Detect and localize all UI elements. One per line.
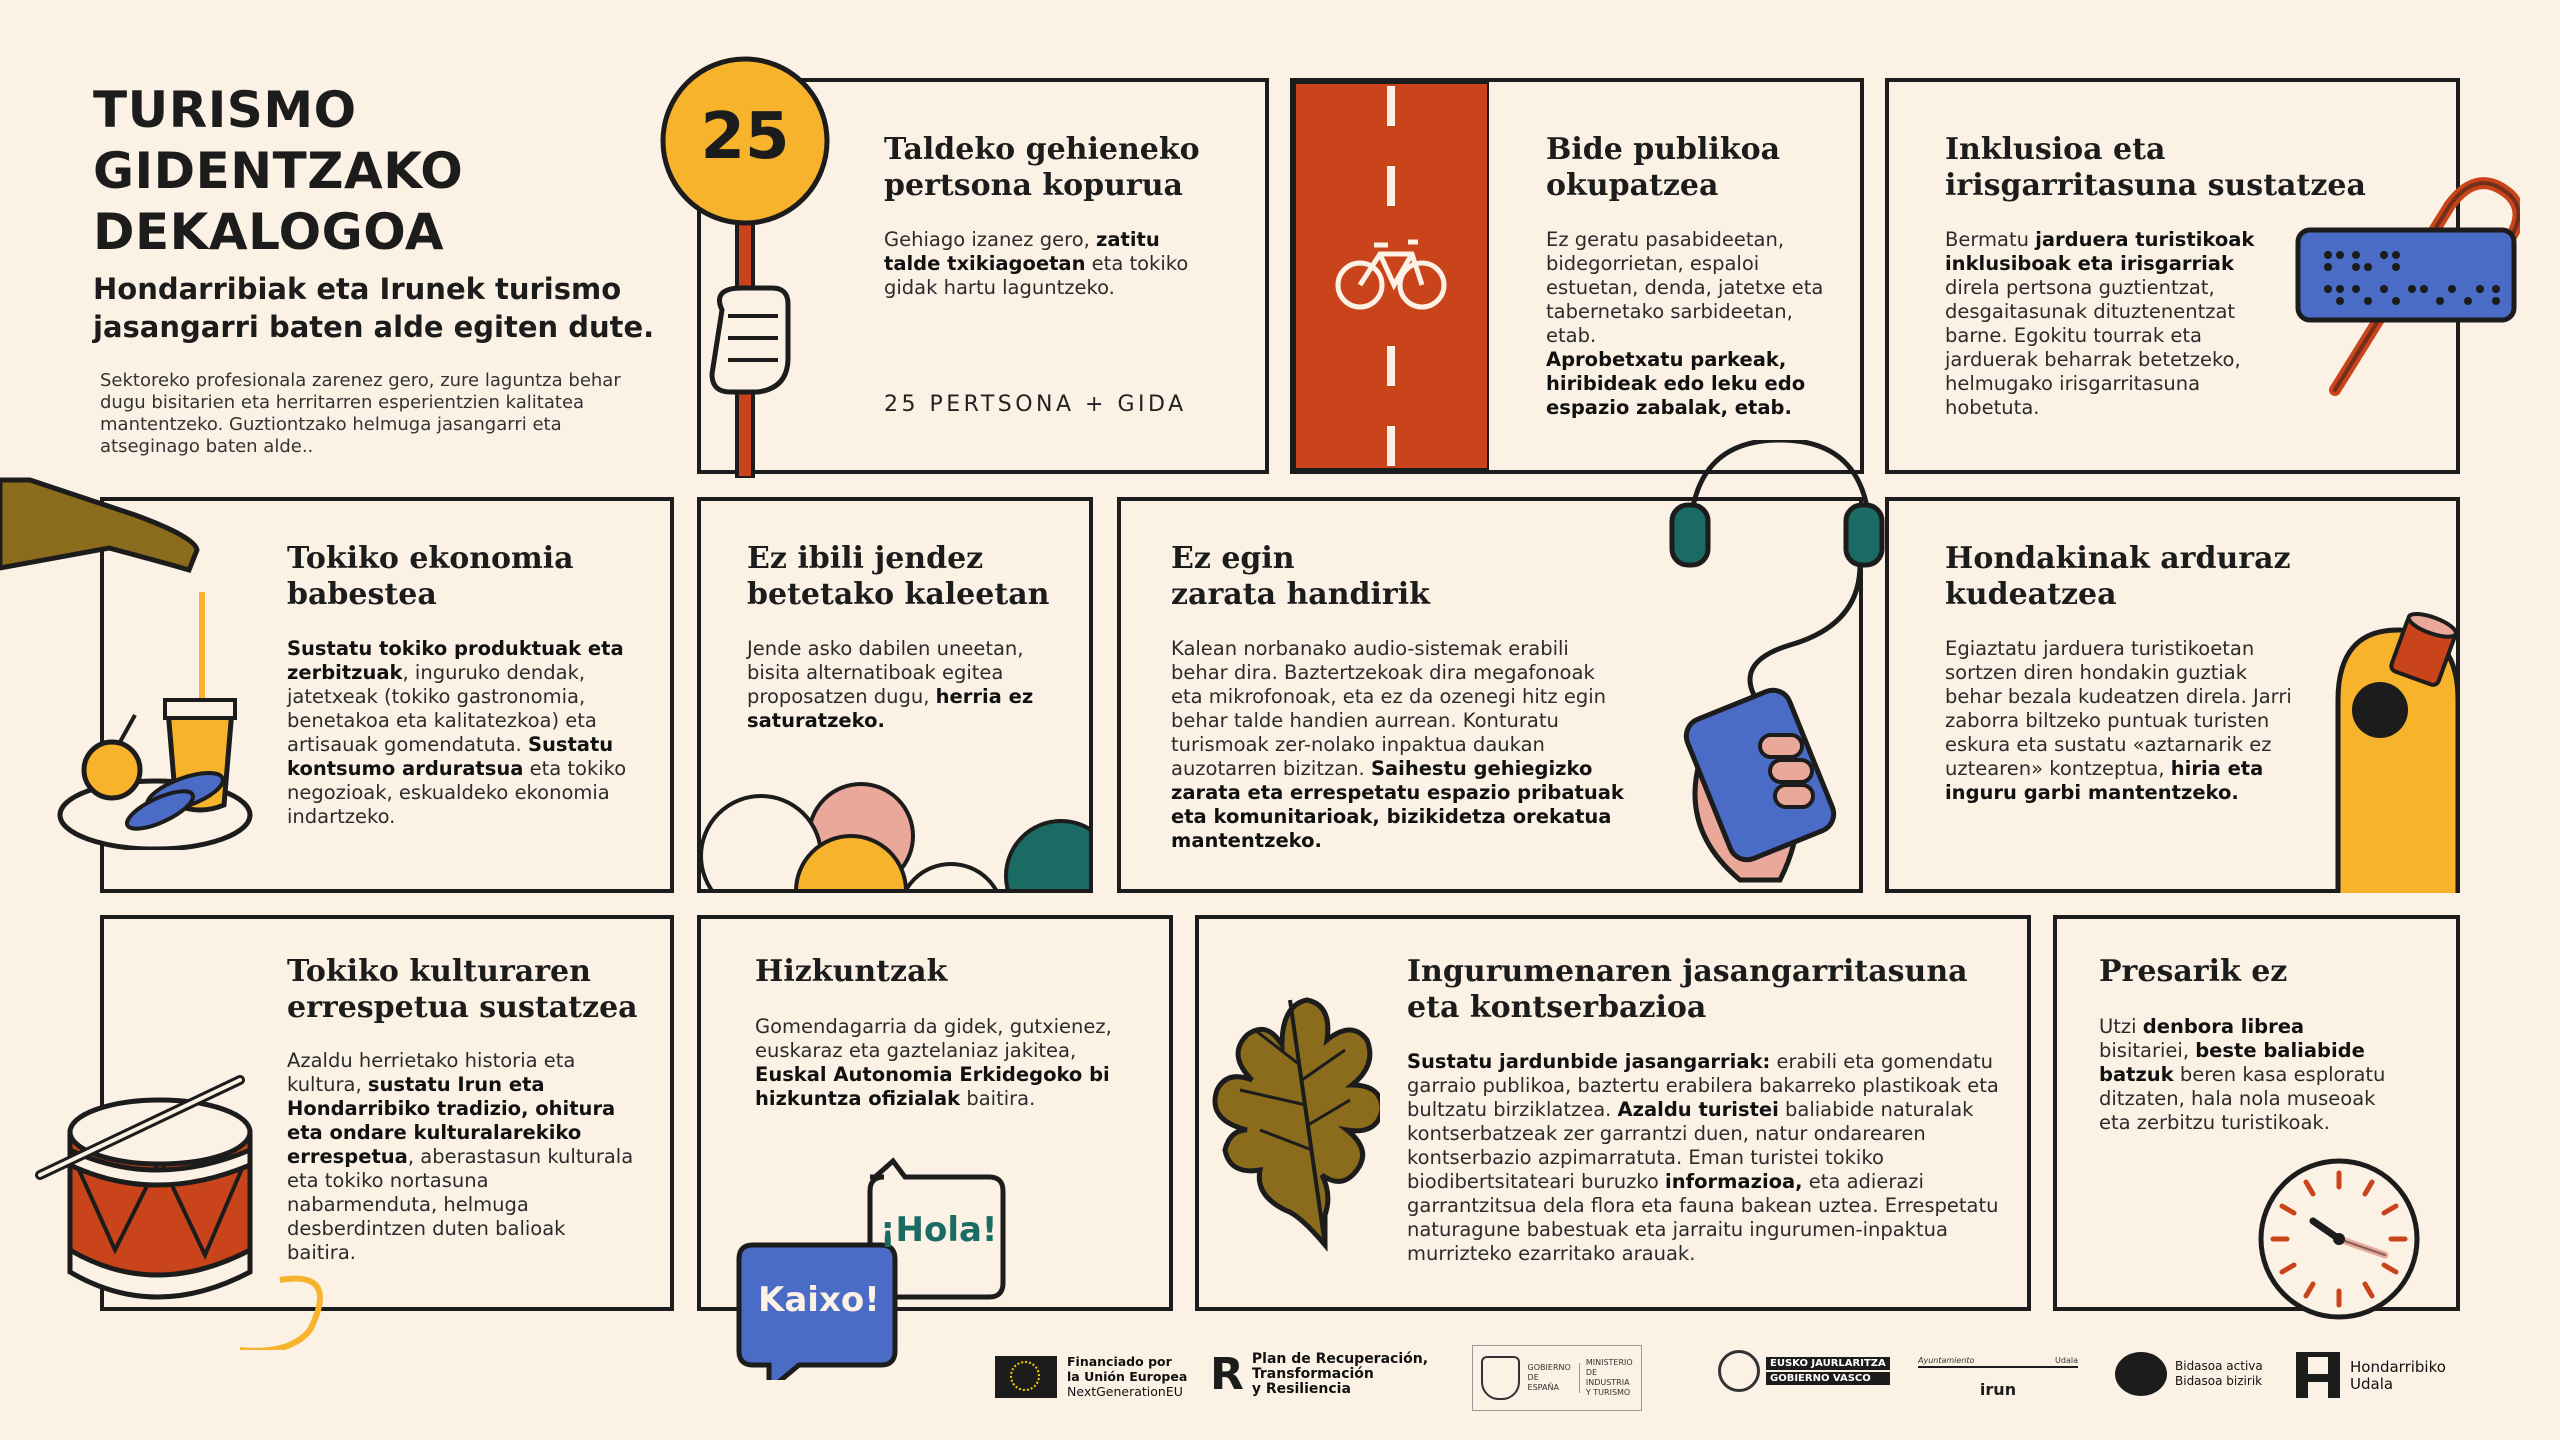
card-title: Taldeko gehieneko pertsona kopurua xyxy=(884,132,1200,203)
page-title xyxy=(93,80,653,263)
title-line-3: DEKALOGOA xyxy=(93,203,445,261)
bubble-kaixo: Kaixo! xyxy=(758,1280,880,1320)
card-title: Ingurumenaren jasangarritasuna eta kontserbazioa xyxy=(1407,954,1968,1025)
card-title: Tokiko ekonomia babestea xyxy=(287,541,574,612)
page-subtitle: Hondarribiak eta Irunek turismo jasangarri baten alde egiten dute. xyxy=(93,272,655,344)
card-title: Hizkuntzak xyxy=(755,954,948,989)
bottle-plate-illustration xyxy=(0,470,270,850)
card-body: Jende asko dabilen uneetan, bisita alternatiboak egitea proposatzen dugu, herria ez saturatzeko. xyxy=(747,637,1034,732)
card-title: Inklusioa eta irisgarritasuna sustatzea xyxy=(1945,132,2366,203)
oak-leaf-illustration xyxy=(1200,960,1380,1260)
card-title: Tokiko kulturaren errespetua sustatzea xyxy=(287,954,638,1025)
card-body: Kalean norbanako audio-sistemak erabili behar dira. Baztertzekoak dira megafonoak eta mikrofonoak, eta ez da ozenegi hitz egin behar talde handien aurrean. Konturatu turismoak zer-nolako inpaktua daukan auzotarren bizitzan. Saihestu gehiegizko zarata eta errespetatu espazio pribatuak eta komunitarioak, bizikidetza orekatua mantentzeko. xyxy=(1171,637,1624,852)
card-body: Bermatu jarduera turistikoak inklusiboak eta irisgarriak direla pertsona guztientzat, desgaitasunak dituztenentzat barne. Egokitu tourrak eta jarduerak beharrak betetzeko, helmugako irisgarritasuna hobetuta. xyxy=(1945,228,2255,419)
bike-lane-illustration xyxy=(1294,82,1489,470)
logo-gobierno-espana: GOBIERNO DE ESPAÑA MINISTERIO DE INDUSTRIA Y TURISMO xyxy=(1472,1345,1642,1411)
card-public-road xyxy=(1290,78,1864,474)
headphones-phone-illustration xyxy=(1660,440,1890,900)
card-title: Ez egin zarata handirik xyxy=(1171,541,1430,612)
logo-hondarribia: Hondarribiko Udala xyxy=(2294,1352,2446,1400)
group-size-footer: 25 PERTSONA + GIDA xyxy=(884,392,1187,417)
speech-bubbles-illustration xyxy=(735,1155,1035,1380)
logo-bidasoa: Bidasoa activa Bidasoa bizirik xyxy=(2115,1352,2263,1396)
prtr-r-icon: R xyxy=(1210,1348,1244,1400)
coat-of-arms-icon xyxy=(1481,1356,1520,1400)
title-line-1: TURISMO xyxy=(93,81,357,139)
card-body: Gehiago izanez gero, zatitu talde txikiagoetan eta tokiko gidak hartu laguntzeko. xyxy=(884,228,1189,299)
logo-eu: Financiado por la Unión Europea NextGenerationEU xyxy=(995,1354,1187,1399)
bubble-hola: ¡Hola! xyxy=(880,1210,998,1250)
logo-eusko-jaurlaritza: EUSKO JAURLARITZA GOBIERNO VASCO xyxy=(1718,1350,1890,1392)
card-title: Bide publikoa okupatzea xyxy=(1546,132,1781,203)
braille-cane-illustration xyxy=(2290,165,2520,400)
card-body: Egiaztatu jarduera turistikoetan sortzen diren hondakin guztiak behar bezala kudeatzen direla. Jarri zaborra biltzeko puntuak turisten eskura eta sustatu «aztarnarik ez uztearen» kontzeptua, hiria eta inguru garbi mantentzeko. xyxy=(1945,637,2292,804)
clock-icon xyxy=(2255,1155,2425,1325)
logo-irun: Ayuntamiento Udala irun xyxy=(1918,1356,2078,1399)
logo-prtr: R Plan de Recuperación, Transformación y Resiliencia xyxy=(1210,1348,1429,1400)
card-body: Sustatu jardunbide jasangarriak: erabili eta gomendatu garraio publikoa, baztertu erabilera bakarreko plastikoak eta bultzatu birziklatzea. Azaldu turistei baliabide naturalak kontserbatzeak zer garrantzi duen, natur ondarearen kontserbazio azpimarratuta. Eman turistei tokiko biodibertsitateari buruzko informazioa, eta adierazi garrantzitsua dela flora eta fauna bakean uztea. Errespetatu naturagune babestuak eta jarraitu ingurumen-inpaktua murrizteko ezarritako arauak. xyxy=(1407,1050,1999,1265)
title-line-2: GIDENTZAKO xyxy=(93,142,464,200)
card-body: Ez geratu pasabideetan, bidegorrietan, espaloi estuetan, denda, jatetxe eta tabernetako sarbideetan, etab. Aprobetxatu parkeak, hiribideak edo leku edo espazio zabalak, etab. xyxy=(1546,228,1824,419)
trash-bin-illustration xyxy=(2318,600,2460,900)
eu-flag-icon xyxy=(995,1356,1057,1398)
card-body: Azaldu herrietako historia eta kultura, sustatu Irun eta Hondarribiko tradizio, ohitura eta ondare kulturalarekiko errespetua, aberastasun kulturala eta tokiko nortasuna nabarmenduta, helmuga desberdintzen duten balioak baitira. xyxy=(287,1049,634,1264)
card-crowds xyxy=(697,497,1093,893)
hondarribia-h-icon xyxy=(2294,1352,2342,1400)
page-intro: Sektoreko profesionala zarenez gero, zure laguntza behar dugu bisitarien eta herritarren esperientzien kalitatea mantentzeko. Guztiontzako helmuga jasangarri eta atseginago baten alde.. xyxy=(100,370,621,457)
bidasoa-swoosh-icon xyxy=(2115,1352,2167,1396)
card-title: Presarik ez xyxy=(2099,954,2288,989)
card-body: Gomendagarria da gidek, gutxienez, euskaraz eta gaztelaniaz jakitea, Euskal Autonomia Erkidegoko bi hizkuntza ofizialak baitira. xyxy=(755,1015,1112,1110)
card-title: Ez ibili jendez betetako kaleetan xyxy=(747,541,1050,612)
card-body: Sustatu tokiko produktuak eta zerbitzuak, inguruko dendak, jatetxeak (tokiko gastronomia, benetakoa eta kalitatezkoa) eta artisauak gomendatuta. Sustatu kontsumo arduratsua eta tokiko negozioak, eskualdeko ekonomia indartzeko. xyxy=(287,637,627,828)
drum-illustration xyxy=(30,1050,330,1350)
card-body: Utzi denbora librea bisitariei, beste baliabide batzuk beren kasa esploratu ditzaten, hala nola museoak eta zerbitzu turistikoak. xyxy=(2099,1015,2386,1134)
eusko-emblem-icon xyxy=(1718,1350,1760,1392)
group-number: 25 xyxy=(700,100,790,174)
card-title: Hondakinak arduraz kudeatzea xyxy=(1945,541,2291,612)
crowd-heads-illustration xyxy=(701,746,1089,889)
